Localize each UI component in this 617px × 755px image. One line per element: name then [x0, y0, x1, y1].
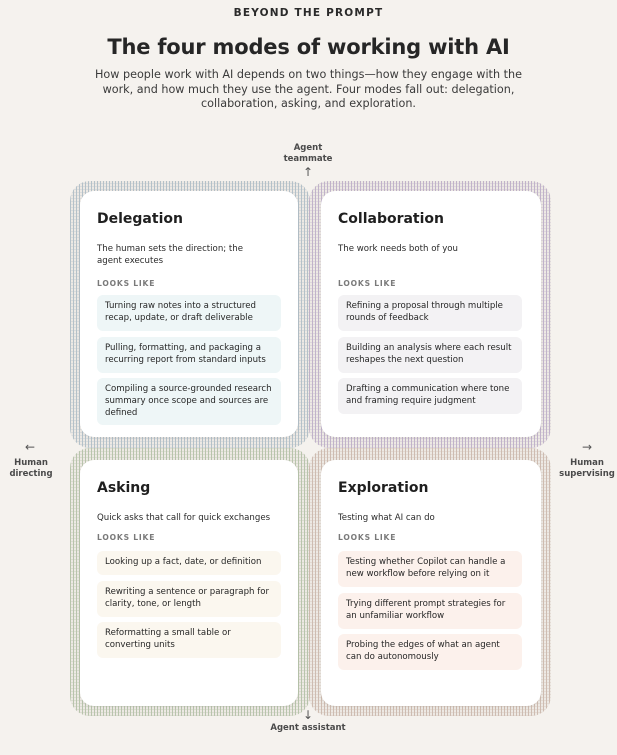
example-item: Turning raw notes into a structured recap, update, or draft deliverable [97, 295, 281, 331]
card-title: Delegation [97, 211, 183, 227]
example-item: Drafting a communication where tone and framing require judgment [338, 378, 522, 414]
example-item: Building an analysis where each result reshapes the next question [338, 337, 522, 373]
asking-card [80, 460, 298, 706]
example-item: Reformatting a small table or converting units [97, 622, 281, 658]
example-item: Looking up a fact, date, or definition [97, 551, 281, 575]
card-title: Exploration [338, 480, 429, 496]
arrow-right-icon: → [581, 440, 593, 454]
card-description: Testing what AI can do [338, 513, 435, 523]
example-item: Compiling a source-grounded research summary once scope and sources are defined [97, 378, 281, 425]
collaboration-card [321, 191, 541, 437]
looks-like-label: LOOKS LIKE [338, 533, 397, 542]
arrow-left-icon: ← [24, 440, 36, 454]
example-item: Probing the edges of what an agent can do autonomously [338, 634, 522, 670]
card-description: The human sets the direction; the agent executes [97, 244, 243, 266]
looks-like-label: LOOKS LIKE [97, 533, 156, 542]
axis-label-left: Human directing [9, 458, 53, 479]
example-item: Testing whether Copilot can handle a new workflow before relying on it [338, 551, 522, 587]
arrow-up-icon: ↑ [302, 165, 314, 179]
looks-like-label: LOOKS LIKE [338, 279, 397, 288]
page-title: The four modes of working with AI [107, 35, 510, 59]
example-item: Pulling, formatting, and packaging a recurring report from standard inputs [97, 337, 281, 373]
card-title: Asking [97, 480, 151, 496]
card-title: Collaboration [338, 211, 445, 227]
card-description: Quick asks that call for quick exchanges [97, 513, 271, 523]
example-item: Trying different prompt strategies for an unfamiliar workflow [338, 593, 522, 629]
example-item: Refining a proposal through multiple rounds of feedback [338, 295, 522, 331]
axis-label-bottom: Agent assistant [270, 723, 346, 733]
axis-label-right: Human supervising [559, 458, 615, 479]
exploration-card [321, 460, 541, 706]
page-subtitle: How people work with AI depends on two things—how they engage with the work, and how much they use the agent. Four modes fall out: delegation, collaboration, asking, and exploration. [95, 68, 522, 110]
card-description: The work needs both of you [338, 244, 458, 254]
axis-label-top: Agent teammate [283, 143, 333, 164]
looks-like-label: LOOKS LIKE [97, 279, 156, 288]
eyebrow: BEYOND THE PROMPT [233, 7, 384, 19]
delegation-card [80, 191, 298, 437]
arrow-down-icon: ↓ [302, 708, 314, 722]
example-item: Rewriting a sentence or paragraph for clarity, tone, or length [97, 581, 281, 617]
